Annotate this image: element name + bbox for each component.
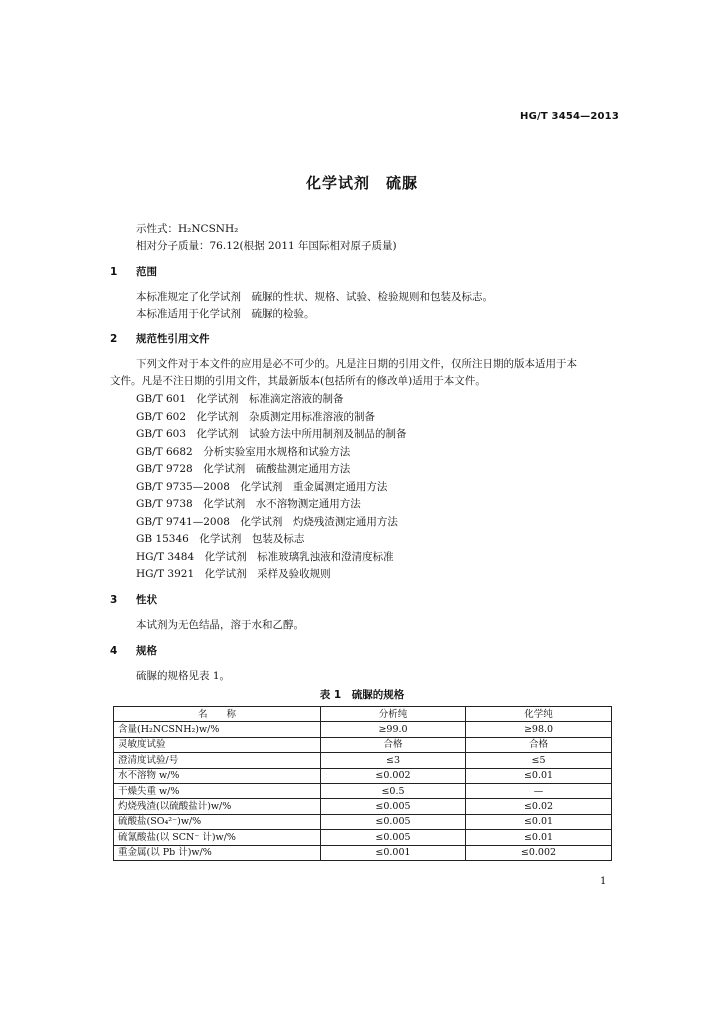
- section-title: 规格: [136, 645, 157, 657]
- analytical-grade-value: ≤0.002: [321, 768, 466, 783]
- chemical-grade-value: ≤0.01: [466, 830, 612, 845]
- reference-item: GB/T 6682 分析实验室用水规格和试验方法: [136, 446, 351, 458]
- specs-intro: 硫脲的规格见表 1。: [136, 670, 231, 682]
- analytical-grade-value: ≤3: [321, 753, 466, 768]
- section-number: 3: [110, 594, 118, 606]
- chemical-grade-value: ≤0.02: [466, 799, 612, 814]
- chemical-grade-value: —: [466, 783, 612, 798]
- chemical-grade-value: ≤0.002: [466, 845, 612, 860]
- item-name: 硫氰酸盐(以 SCN⁻ 计)w/%: [114, 830, 321, 845]
- reference-item: GB/T 9735—2008 化学试剂 重金属测定通用方法: [136, 481, 388, 493]
- table-row: [114, 783, 612, 798]
- chemical-grade-value: 合格: [466, 737, 612, 752]
- section-title: 性状: [136, 594, 157, 606]
- molecular-mass-line: 相对分子质量：76.12(根据 2011 年国际相对原子质量): [136, 240, 397, 252]
- references-intro-line-2: 文件。凡是不注日期的引用文件，其最新版本(包括所有的修改单)适用于本文件。: [110, 375, 486, 387]
- chemical-grade-value: ≤0.01: [466, 814, 612, 829]
- item-name: 灵敏度试验: [114, 737, 321, 752]
- scope-paragraph-2: 本标准适用于化学试剂 硫脲的检验。: [136, 308, 315, 320]
- header-analytical-grade: 分析纯: [321, 707, 466, 722]
- chemical-grade-value: ≤5: [466, 753, 612, 768]
- section-heading-1: [110, 264, 157, 279]
- section-number: 2: [110, 333, 118, 345]
- section-heading-4: [110, 643, 157, 658]
- chemical-grade-value: ≤0.01: [466, 768, 612, 783]
- table-row: [114, 830, 612, 845]
- table-row: [114, 768, 612, 783]
- table-row: [114, 814, 612, 829]
- reference-item: GB/T 9728 化学试剂 硫酸盐测定通用方法: [136, 463, 351, 475]
- item-name: 水不溶物 w/%: [114, 768, 321, 783]
- formula-line: 示性式：H₂NCSNH₂: [136, 223, 239, 235]
- table-row: [114, 799, 612, 814]
- table-caption: 表 1 硫脲的规格: [319, 689, 405, 701]
- item-name: 含量(H₂NCSNH₂)w/%: [114, 722, 321, 737]
- table-row: [114, 737, 612, 752]
- specification-table: [113, 706, 612, 861]
- table-header-row: [114, 707, 612, 722]
- analytical-grade-value: ≤0.001: [321, 845, 466, 860]
- item-name: 澄清度试验/号: [114, 753, 321, 768]
- analytical-grade-value: ≤0.005: [321, 799, 466, 814]
- analytical-grade-value: ≤0.005: [321, 814, 466, 829]
- table-row: [114, 722, 612, 737]
- analytical-grade-value: 合格: [321, 737, 466, 752]
- table-row: [114, 845, 612, 860]
- reference-item: GB 15346 化学试剂 包装及标志: [136, 533, 305, 545]
- table-row: [114, 753, 612, 768]
- item-name: 硫酸盐(SO₄²⁻)w/%: [114, 814, 321, 829]
- reference-item: GB/T 9741—2008 化学试剂 灼烧残渣测定通用方法: [136, 516, 398, 528]
- section-heading-2: [110, 331, 210, 346]
- document-title: 化学试剂 硫脲: [305, 174, 418, 192]
- analytical-grade-value: ≥99.0: [321, 722, 466, 737]
- properties-text: 本试剂为无色结晶，溶于水和乙醇。: [136, 619, 304, 631]
- header-name: 名 称: [114, 707, 321, 722]
- standard-code: HG/T 3454—2013: [520, 111, 619, 122]
- item-name: 重金属(以 Pb 计)w/%: [114, 845, 321, 860]
- header-chemical-grade: 化学纯: [466, 707, 612, 722]
- reference-item: GB/T 601 化学试剂 标准滴定溶液的制备: [136, 393, 344, 405]
- reference-item: GB/T 603 化学试剂 试验方法中所用制剂及制品的制备: [136, 428, 407, 440]
- reference-item: GB/T 602 化学试剂 杂质测定用标准溶液的制备: [136, 411, 376, 423]
- section-number: 4: [110, 645, 118, 657]
- reference-item: HG/T 3484 化学试剂 标准玻璃乳浊液和澄清度标准: [136, 551, 394, 563]
- scope-paragraph-1: 本标准规定了化学试剂 硫脲的性状、规格、试验、检验规则和包装及标志。: [136, 291, 493, 303]
- item-name: 灼烧残渣(以硫酸盐计)w/%: [114, 799, 321, 814]
- chemical-grade-value: ≥98.0: [466, 722, 612, 737]
- section-title: 范围: [136, 266, 157, 278]
- section-title: 规范性引用文件: [136, 333, 210, 345]
- section-number: 1: [110, 266, 118, 278]
- section-heading-3: [110, 592, 157, 607]
- reference-item: GB/T 9738 化学试剂 水不溶物测定通用方法: [136, 498, 361, 510]
- page-number: 1: [600, 876, 607, 887]
- analytical-grade-value: ≤0.005: [321, 830, 466, 845]
- references-intro-line-1: 下列文件对于本文件的应用是必不可少的。凡是注日期的引用文件，仅所注日期的版本适用于本: [136, 358, 577, 370]
- reference-item: HG/T 3921 化学试剂 采样及验收规则: [136, 568, 331, 580]
- item-name: 干燥失重 w/%: [114, 783, 321, 798]
- analytical-grade-value: ≤0.5: [321, 783, 466, 798]
